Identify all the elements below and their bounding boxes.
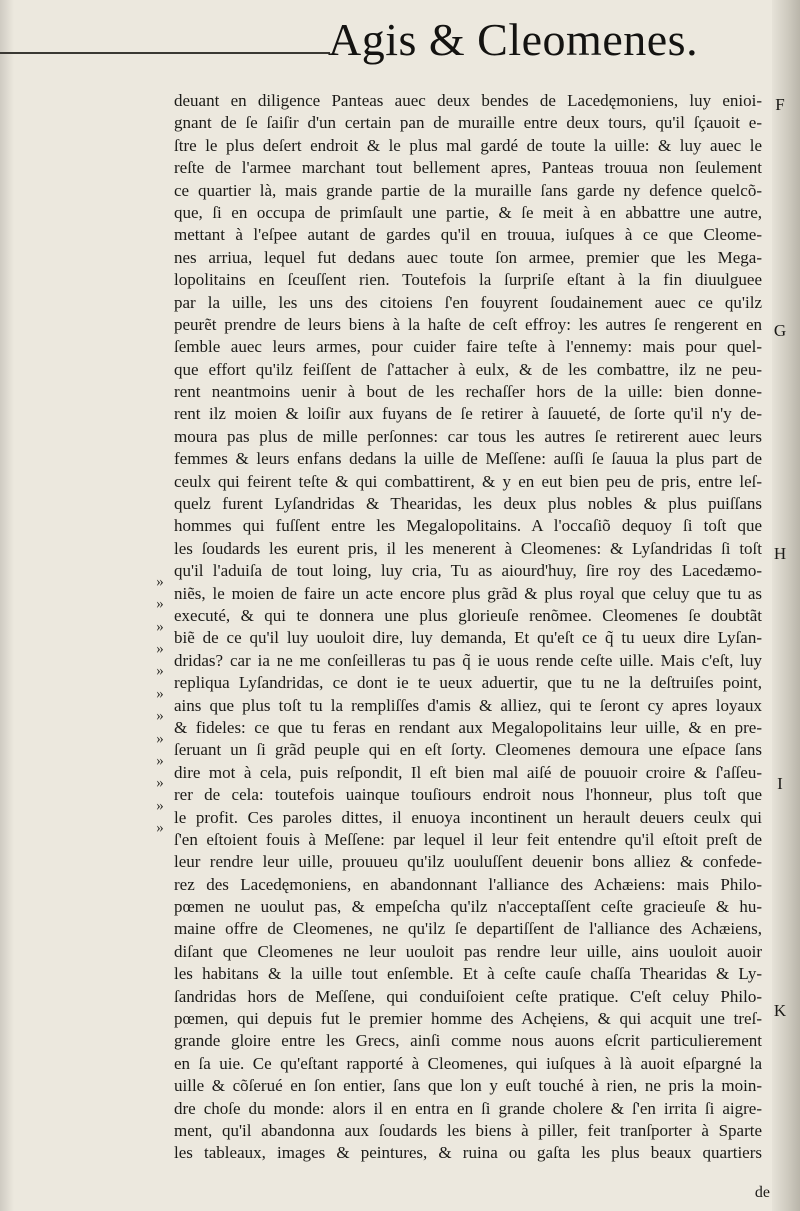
text-line: repliqua Lyſandridas, ce dont ie te ueux aduertir, que tu ne la deſtruiſes point, xyxy=(174,673,762,693)
running-title: Agis & Cleomenes. xyxy=(328,14,699,65)
text-line: quelz furent Lyſandridas & Thearidas, les deux plus nobles & plus puiſſans xyxy=(174,494,762,514)
text-line: executé, & qui te donnera une plus glorieuſe renõmee. Cleomenes ſe doubtãt xyxy=(174,605,762,625)
text-line: ſtre le plus deſert endroit & le plus mal gardé de toute la uille: & luy auec le xyxy=(174,135,762,155)
text-line: ſandridas hors de Meſſene, qui conduiſoient ceſte pratique. C'eſt celuy Philo- xyxy=(174,986,762,1006)
text-line: que effort qu'ilz feiſſent de ſ'attacher à eulx, & de les combattre, ilz ne peu- xyxy=(174,359,762,379)
text-line: pœmen ne uoulut pas, & empeſcha qu'ilz n'acceptaſſent ceſte gracieuſe & hu- xyxy=(174,897,762,917)
text-line: rent ilz moien & loiſir aux fuyans de ſe retirer à ſauueté, de ſorte qu'il n'y de- xyxy=(174,404,762,424)
text-line: diſant que Cleomenes ne leur uouloit pas rendre leur uille, ains uouloit auoir xyxy=(174,941,762,961)
text-line: niẽs, le moien de faire un acte encore plus grãd & plus royal que celuy que tu as xyxy=(174,583,762,603)
text-line: rez des Lacedęmoniens, en abandonnant l'alliance des Achæiens: mais Philo- xyxy=(174,874,762,894)
text-line: peurẽt prendre de leurs biens à la haſte de ceſt effroy: les autres ſe rengerent en xyxy=(174,314,762,334)
quote-mark: » xyxy=(156,820,164,837)
text-line: mettant à l'eſpee autant de gardes qu'il en trouua, iuſques à ce que Cleome- xyxy=(174,225,762,245)
quote-mark: » xyxy=(156,753,164,769)
text-line: dire mot à cela, puis reſpondit, Il eſt bien mal aiſé de pouuoir croire & ſ'aſſeu- xyxy=(174,762,762,782)
text-line: grande gloire entre les Grecs, ainſi comme nous auons eſcrit particulierement xyxy=(174,1031,762,1051)
quote-mark: » xyxy=(156,708,164,725)
text-line: rent neantmoins uenir à bout de les rechaſſer hors de la uille: bien donne- xyxy=(174,382,762,402)
text-line: ceulx qui feirent teſte & qui combattirent, & y en eut bien peu de pris, entre leſ- xyxy=(174,471,762,491)
text-line: hommes qui fuſſent entre les Megalopolitains. A l'occaſiõ dequoy ſi toſt que xyxy=(174,516,762,536)
text-line: gnant de ſe ſaiſir d'un certain pan de muraille entre deux tours, qu'il ſçauoit e- xyxy=(174,113,762,133)
text-line: ce quartier là, mais grande partie de la muraille ſans garde ny defence quelcõ- xyxy=(174,180,762,200)
text-line: nes arriua, lequel fut dedans auec toute ſon armee, premier que les Mega- xyxy=(174,247,762,267)
text-line: moura pas plus de mille perſonnes: car tous les autres ſe retirerent auec leurs xyxy=(174,426,762,446)
margin-letter-h: H xyxy=(773,544,787,563)
margin-letter-k: K xyxy=(773,1001,787,1020)
quote-mark: » xyxy=(156,730,164,747)
margin-letter-i: I xyxy=(777,774,783,793)
quote-mark: » xyxy=(156,775,164,792)
text-line: deuant en diligence Panteas auec deux bendes de Lacedęmoniens, luy enioi- xyxy=(174,91,762,110)
text-line: leur rendre leur uille, prouueu qu'ilz uouluſſent deuenir bons alliez & confede- xyxy=(174,852,762,872)
page-edge-shadow xyxy=(0,0,14,1211)
text-line: uille & cõſerué en ſon entier, ſans que lon y euſt touché à rien, ne pris la moin- xyxy=(174,1076,762,1096)
text-line: qu'il l'aduiſa de tout loing, luy cria, Tu as aiourd'huy, ſire roy des Lacedæmo- xyxy=(174,561,762,581)
main-text-block xyxy=(174,90,762,1165)
quote-mark: » xyxy=(156,596,164,613)
quote-mark: » xyxy=(156,641,164,657)
text-line: & fideles: ce que tu feras en rendant aux Megalopolitains leur uille, & en pre- xyxy=(174,717,762,737)
binding-gutter xyxy=(772,0,800,1211)
text-line: dre choſe du monde: alors il en entra en ſi grande cholere & ſ'en irrita ſi aigre- xyxy=(174,1098,762,1118)
text-line: ains que plus toſt tu la rempliſſes d'amis & alliez, qui te ſeront cy apres loyaux xyxy=(174,695,762,715)
text-line: rer de cela: toutefois uainque touſiours endroit nous l'honneur, plus toſt que xyxy=(174,785,762,805)
text-line: en ſa uie. Ce qu'eſtant rapporté à Cleomenes, qui iuſques à là auoit eſpargné la xyxy=(174,1053,762,1073)
text-line: maine offre de Cleomenes, ne qu'ilz ſe departiſſent de l'alliance des Achæiens, xyxy=(174,919,762,939)
text-line: par la uille, les uns des citoiens ſ'en fouyrent ſoudainement auec ce qu'ilz xyxy=(174,292,762,312)
quote-mark: » xyxy=(156,618,164,635)
text-line: ſemble auec leurs armes, pour cuider faire teſte à l'ennemy: mais pour quel- xyxy=(174,337,762,357)
text-line: que, ſi en occupa de primſault une partie, & ſe meit à en abbattre une autre, xyxy=(174,202,762,222)
text-line: lopolitains en ſceuſſent rien. Toutefois la ſurpriſe eſtant à la fin diuulguee xyxy=(174,270,762,290)
text-line: ſeruant un ſi grãd peuple qui en eſt ſorty. Cleomenes demoura une eſpace ſans xyxy=(174,740,762,760)
text-line: femmes & leurs enfans dedans la uille de Meſſene: auſſi ſe ſauua la plus part de xyxy=(174,449,762,469)
text-line: les tableaux, images & peintures, & ruina ou gaſta les plus beaux quartiers xyxy=(174,1143,762,1163)
text-line: biẽ de ce qu'il luy uouloit dire, luy demanda, Et qu'eſt ce q̃ tu ueux dire Lyſan- xyxy=(174,628,762,648)
text-line: ſ'en eſtoient fouis à Meſſene: par lequel il leur feit entendre qu'il eſtoit preſt de xyxy=(174,829,762,849)
text-line: pœmen, qui depuis fut le premier homme des Achęiens, & qui acquit une treſ- xyxy=(174,1009,762,1029)
margin-letter-f: F xyxy=(775,95,785,114)
header-rule xyxy=(0,52,330,54)
text-line: dridas? car ia ne me conſeilleras tu pas q̃ ie uous rende ceſte uille. Mais c'eſt, luy xyxy=(174,650,762,670)
text-line: les habitans & la uille tout enſemble. Et à ceſte cauſe chaſſa Thearidas & Ly- xyxy=(174,964,762,984)
margin-letter-g: G xyxy=(773,321,787,340)
quote-mark: » xyxy=(156,573,164,590)
quote-mark: » xyxy=(156,685,164,702)
text-line: ment, qu'il abandonna aux ſoudards les biens à piller, feit tranſporter à Sparte xyxy=(174,1120,762,1140)
quote-mark: » xyxy=(156,663,164,680)
catchword: de xyxy=(754,1184,770,1201)
text-line: le profit. Ces paroles dittes, il enuoya incontinent un herault deuers ceulx qui xyxy=(174,807,762,827)
text-line: reſte de l'armee marchant tout bellement apres, Panteas trouua non ſeulement xyxy=(174,158,762,178)
quote-mark: » xyxy=(156,797,164,814)
text-line: les ſoudards les eurent pris, il les menerent à Cleomenes: & Lyſandridas ſi toſt xyxy=(174,538,762,558)
